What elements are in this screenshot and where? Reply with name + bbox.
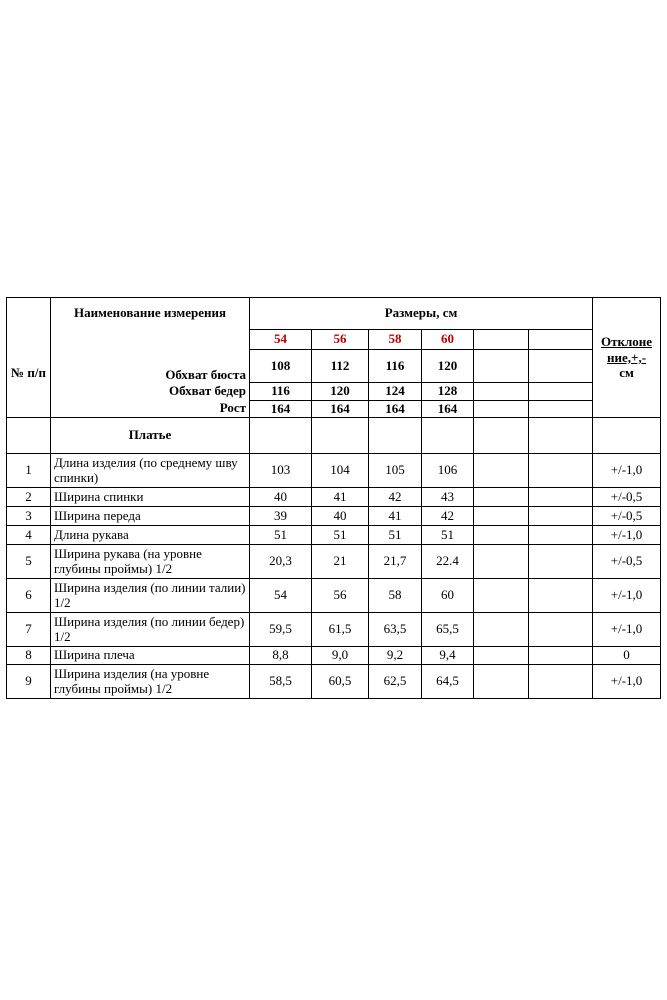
param-value: 120 — [312, 383, 369, 401]
deviation-value: +/-1,0 — [593, 526, 661, 545]
size-value: 9,2 — [369, 647, 422, 665]
size-value: 21 — [312, 545, 369, 579]
table-row — [7, 579, 661, 613]
row-number: 7 — [7, 613, 51, 647]
empty-cell — [474, 383, 529, 401]
size-value: 60,5 — [312, 665, 369, 699]
empty-cell — [529, 579, 593, 613]
param-value: 164 — [369, 401, 422, 418]
deviation-header-line-2: ние,+,- — [607, 349, 647, 365]
empty-cell — [474, 613, 529, 647]
deviation-header-line-3: см — [619, 365, 634, 381]
size-value: 40 — [312, 507, 369, 526]
size-value: 62,5 — [369, 665, 422, 699]
empty-cell — [474, 665, 529, 699]
table-row — [7, 647, 661, 665]
size-value: 43 — [422, 488, 474, 507]
size-value: 8,8 — [250, 647, 312, 665]
table-row — [7, 454, 661, 488]
deviation-value: +/-1,0 — [593, 665, 661, 699]
row-number: 5 — [7, 545, 51, 579]
deviation-header-cell — [593, 298, 661, 418]
empty-cell — [529, 418, 593, 454]
table-row — [7, 507, 661, 526]
size-value: 58 — [369, 579, 422, 613]
measurement-name: Ширина рукава (на уровне глубины проймы) 1/2 — [51, 545, 250, 579]
measurement-name: Длина рукава — [51, 526, 250, 545]
empty-cell — [529, 454, 593, 488]
size-value: 105 — [369, 454, 422, 488]
empty-cell — [593, 418, 661, 454]
empty-cell — [474, 488, 529, 507]
empty-cell — [529, 665, 593, 699]
table-row — [7, 488, 661, 507]
empty-cell — [312, 418, 369, 454]
size-value: 51 — [369, 526, 422, 545]
size-header-54: 54 — [250, 330, 312, 350]
param-value: 116 — [369, 350, 422, 383]
size-value: 41 — [312, 488, 369, 507]
empty-cell — [529, 613, 593, 647]
measurement-name: Ширина спинки — [51, 488, 250, 507]
empty-cell — [529, 330, 593, 350]
size-header-58: 58 — [369, 330, 422, 350]
empty-cell — [369, 418, 422, 454]
empty-cell — [474, 418, 529, 454]
deviation-value: +/-0,5 — [593, 507, 661, 526]
param-label-hips: Обхват бедер — [51, 383, 250, 401]
row-number: 3 — [7, 507, 51, 526]
name-header-cell — [51, 298, 250, 330]
empty-cell — [474, 330, 529, 350]
size-value: 51 — [250, 526, 312, 545]
sizes-header-cell — [250, 298, 593, 330]
empty-cell — [474, 454, 529, 488]
size-value: 41 — [369, 507, 422, 526]
size-value: 51 — [422, 526, 474, 545]
empty-cell — [7, 418, 51, 454]
measurement-name: Длина изделия (по среднему шву спинки) — [51, 454, 250, 488]
empty-cell — [474, 350, 529, 383]
empty-cell — [474, 647, 529, 665]
row-number: 2 — [7, 488, 51, 507]
deviation-value: 0 — [593, 647, 661, 665]
size-value: 40 — [250, 488, 312, 507]
empty-cell — [474, 507, 529, 526]
param-value: 112 — [312, 350, 369, 383]
num-header: № п/п — [11, 364, 46, 380]
size-value: 22.4 — [422, 545, 474, 579]
size-value: 9,4 — [422, 647, 474, 665]
deviation-value: +/-0,5 — [593, 545, 661, 579]
size-value: 39 — [250, 507, 312, 526]
num-header-cell — [7, 298, 51, 330]
deviation-header-line-1: Отклоне — [601, 334, 653, 350]
size-value: 64,5 — [422, 665, 474, 699]
param-value: 164 — [250, 401, 312, 418]
row-number: 9 — [7, 665, 51, 699]
size-value: 60 — [422, 579, 474, 613]
size-header-56: 56 — [312, 330, 369, 350]
row-number: 8 — [7, 647, 51, 665]
size-value: 9,0 — [312, 647, 369, 665]
measurement-name: Ширина изделия (по линии талии) 1/2 — [51, 579, 250, 613]
size-value: 59,5 — [250, 613, 312, 647]
empty-cell — [474, 579, 529, 613]
param-value: 128 — [422, 383, 474, 401]
size-value: 51 — [312, 526, 369, 545]
param-value: 120 — [422, 350, 474, 383]
sizes-header: Размеры, см — [384, 305, 458, 321]
param-value: 164 — [312, 401, 369, 418]
size-value: 63,5 — [369, 613, 422, 647]
table-body — [7, 454, 661, 699]
param-value: 108 — [250, 350, 312, 383]
name-header: Наименование измерения — [73, 305, 227, 320]
param-value: 116 — [250, 383, 312, 401]
measurement-name: Ширина изделия (по линии бедер) 1/2 — [51, 613, 250, 647]
size-value: 21,7 — [369, 545, 422, 579]
table-header — [7, 298, 661, 454]
size-value: 106 — [422, 454, 474, 488]
measurement-name: Ширина плеча — [51, 647, 250, 665]
table-row — [7, 526, 661, 545]
size-value: 42 — [369, 488, 422, 507]
num-header-cell-lower — [7, 330, 51, 418]
size-header-60: 60 — [422, 330, 474, 350]
table-row — [7, 613, 661, 647]
empty-cell — [529, 545, 593, 579]
size-value: 104 — [312, 454, 369, 488]
empty-cell — [529, 507, 593, 526]
table-row — [7, 545, 661, 579]
empty-cell — [474, 545, 529, 579]
size-value: 103 — [250, 454, 312, 488]
size-value: 42 — [422, 507, 474, 526]
size-value: 58,5 — [250, 665, 312, 699]
row-number: 4 — [7, 526, 51, 545]
size-chart-table — [6, 297, 661, 699]
param-label-height: Рост — [51, 401, 250, 418]
row-number: 6 — [7, 579, 51, 613]
empty-cell — [422, 418, 474, 454]
empty-cell — [250, 418, 312, 454]
deviation-value: +/-1,0 — [593, 454, 661, 488]
empty-cell — [529, 383, 593, 401]
row-number: 1 — [7, 454, 51, 488]
size-value: 56 — [312, 579, 369, 613]
empty-cell — [529, 647, 593, 665]
empty-cell — [529, 350, 593, 383]
empty-cell — [529, 488, 593, 507]
deviation-value: +/-1,0 — [593, 579, 661, 613]
param-label-bust: Обхват бюста — [51, 350, 250, 383]
size-value: 54 — [250, 579, 312, 613]
empty-cell — [474, 526, 529, 545]
size-value: 65,5 — [422, 613, 474, 647]
table-row — [7, 665, 661, 699]
name-header-spacer — [51, 330, 250, 350]
param-value: 124 — [369, 383, 422, 401]
measurement-name: Ширина изделия (на уровне глубины проймы) 1/2 — [51, 665, 250, 699]
empty-cell — [529, 526, 593, 545]
empty-cell — [474, 401, 529, 418]
deviation-value: +/-1,0 — [593, 613, 661, 647]
empty-cell — [529, 401, 593, 418]
param-value: 164 — [422, 401, 474, 418]
measurement-name: Ширина переда — [51, 507, 250, 526]
size-value: 61,5 — [312, 613, 369, 647]
section-title: Платье — [51, 418, 250, 454]
size-value: 20,3 — [250, 545, 312, 579]
deviation-value: +/-0,5 — [593, 488, 661, 507]
